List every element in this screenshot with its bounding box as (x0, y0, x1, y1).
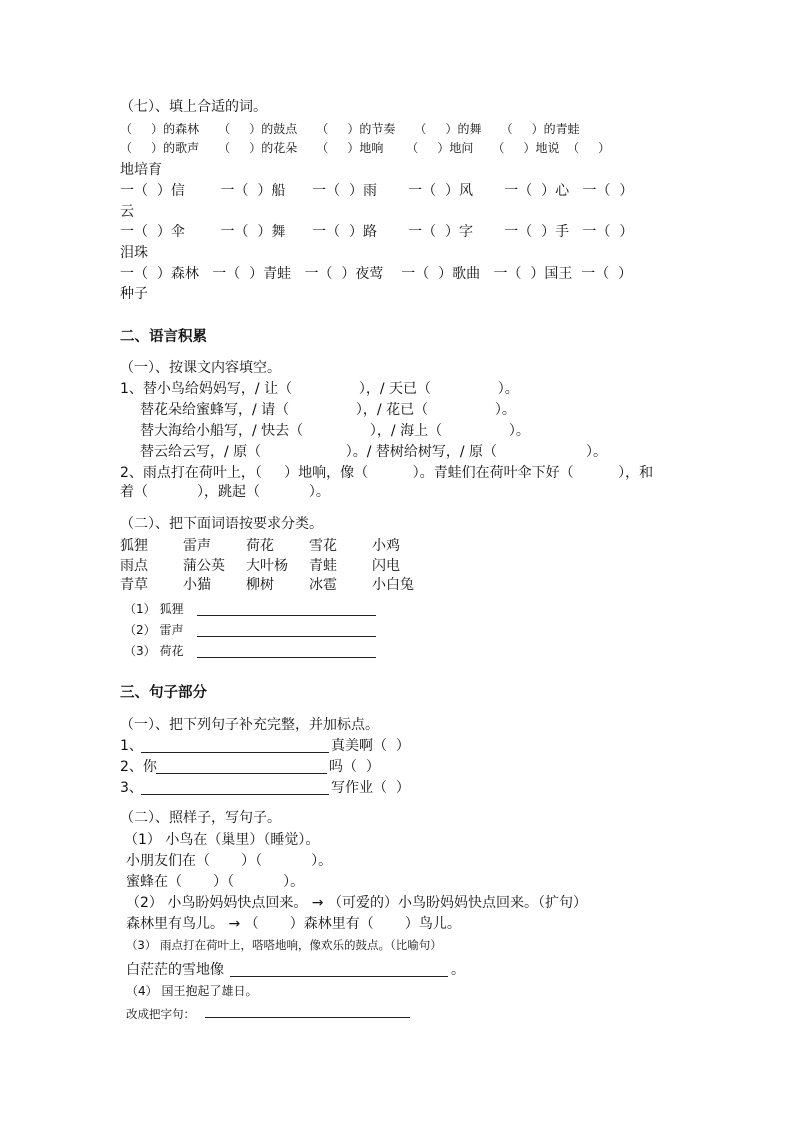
subsection-title: （一）、把下列句子补充完整，并加标点。 (120, 717, 379, 733)
exercise-line: 小朋友们在（ ）（ ）。 (126, 853, 333, 869)
sentence-number: 2、你 (120, 759, 157, 775)
word: 蒲公英 (183, 558, 225, 574)
subsection-title: （二）、照样子，写句子。 (120, 810, 281, 826)
poem-line: 替大海给小船写，/ 快去（ ），/ 海上（ ）。 (140, 423, 530, 439)
fill-row: （ ）的森林 （ ）的鼓点 （ ）的节奏 （ ）的舞 （ ）的青蛙 (120, 122, 580, 136)
word: 雷声 (183, 538, 211, 554)
part-heading: 三、句子部分 (120, 685, 207, 701)
subsection-title: （一）、按课文内容填空。 (120, 360, 281, 376)
sentence-number: 1、 (120, 738, 143, 754)
word: 狐狸 (120, 538, 148, 554)
answer-blank[interactable] (156, 773, 327, 774)
fill-row-wrap: 泪珠 (120, 245, 148, 261)
section-title: （七）、填上合适的词。 (120, 99, 267, 115)
answer-blank[interactable] (141, 794, 329, 795)
sentence-tail: 吗（ ） (329, 759, 380, 775)
word: 青草 (120, 577, 148, 593)
sentence-number: 3、 (120, 780, 143, 796)
sentence-tail: 真美啊（ ） (331, 738, 410, 754)
answer-blank[interactable] (141, 752, 329, 753)
answer-blank[interactable] (205, 1017, 410, 1018)
word: 小鸡 (372, 538, 400, 554)
word: 青蛙 (309, 558, 337, 574)
fill-row: 一（ ）信 一（ ）船 一（ ）雨 一（ ）风 一（ ）心 一（ ） (120, 183, 634, 199)
word: 雨点 (120, 558, 148, 574)
poem-line: 替花朵给蜜蜂写，/ 请（ ），/ 花已（ ）。 (140, 402, 516, 418)
word: 雪花 (309, 538, 337, 554)
sentence-tail: 写作业（ ） (331, 780, 410, 796)
word: 大叶杨 (246, 558, 288, 574)
answer-blank[interactable] (230, 976, 448, 977)
example-line: （2） 小鸟盼妈妈快点回来。 → （可爱的）小鸟盼妈妈快点回来。（扩句） (126, 895, 587, 911)
fill-row: （ ）的歌声 （ ）的花朵 （ ）地响 （ ）地问 （ ）地说 （ ） (120, 141, 611, 155)
fill-row: 一（ ）森林 一（ ）青蛙 一（ ）夜莺 一（ ）歌曲 一（ ）国王 一（ ） (120, 266, 633, 282)
poem-line: 替云给云写，/ 原（ ）。/ 替树给树写，/ 原（ ）。 (140, 444, 608, 460)
example-line: （4） 国王抱起了雄日。 (126, 984, 258, 998)
fill-row-wrap: 地培育 (120, 162, 162, 178)
part-heading: 二、语言积累 (120, 329, 207, 345)
word: 闪电 (372, 558, 400, 574)
exercise-line: 白茫茫的雪地像 (126, 962, 224, 978)
classify-label: （3） 荷花 (124, 644, 184, 658)
fill-row: 一（ ）伞 一（ ）舞 一（ ）路 一（ ）字 一（ ）手 一（ ） (120, 224, 634, 240)
poem-line: 1、替小鸟给妈妈写，/ 让（ ），/ 天已（ ）。 (120, 381, 519, 397)
subsection-title: （二）、把下面词语按要求分类。 (120, 516, 323, 532)
classify-label: （1） 狐狸 (124, 602, 184, 616)
exercise-line: 森林里有鸟儿。 → （ ）森林里有（ ）鸟儿。 (126, 916, 461, 932)
question-line: 着（ ），跳起（ ）。 (120, 484, 330, 500)
word: 荷花 (246, 538, 274, 554)
answer-blank[interactable] (197, 657, 376, 658)
classify-label: （2） 雷声 (124, 623, 184, 637)
example-line: （3） 雨点打在荷叶上，嗒嗒地响，像欢乐的鼓点。（比喻句） (126, 938, 442, 952)
fill-row-wrap: 种子 (120, 286, 148, 302)
word: 柳树 (246, 577, 274, 593)
answer-blank[interactable] (197, 636, 376, 637)
fill-row-wrap: 云 (120, 204, 134, 220)
word: 小白兔 (372, 577, 414, 593)
exercise-line: 蜜蜂在（ ）（ ）。 (126, 874, 305, 890)
answer-blank[interactable] (197, 615, 376, 616)
example-line: （1） 小鸟在（巢里）（睡觉）。 (124, 832, 320, 848)
word: 冰雹 (309, 577, 337, 593)
exercise-label: 改成把字句： (126, 1007, 195, 1021)
word: 小猫 (183, 577, 211, 593)
question-line: 2、雨点打在荷叶上，（ ）地响，像（ ）。青蛙们在荷叶伞下好（ ），和 (120, 465, 654, 481)
sentence-tail: 。 (451, 962, 465, 978)
